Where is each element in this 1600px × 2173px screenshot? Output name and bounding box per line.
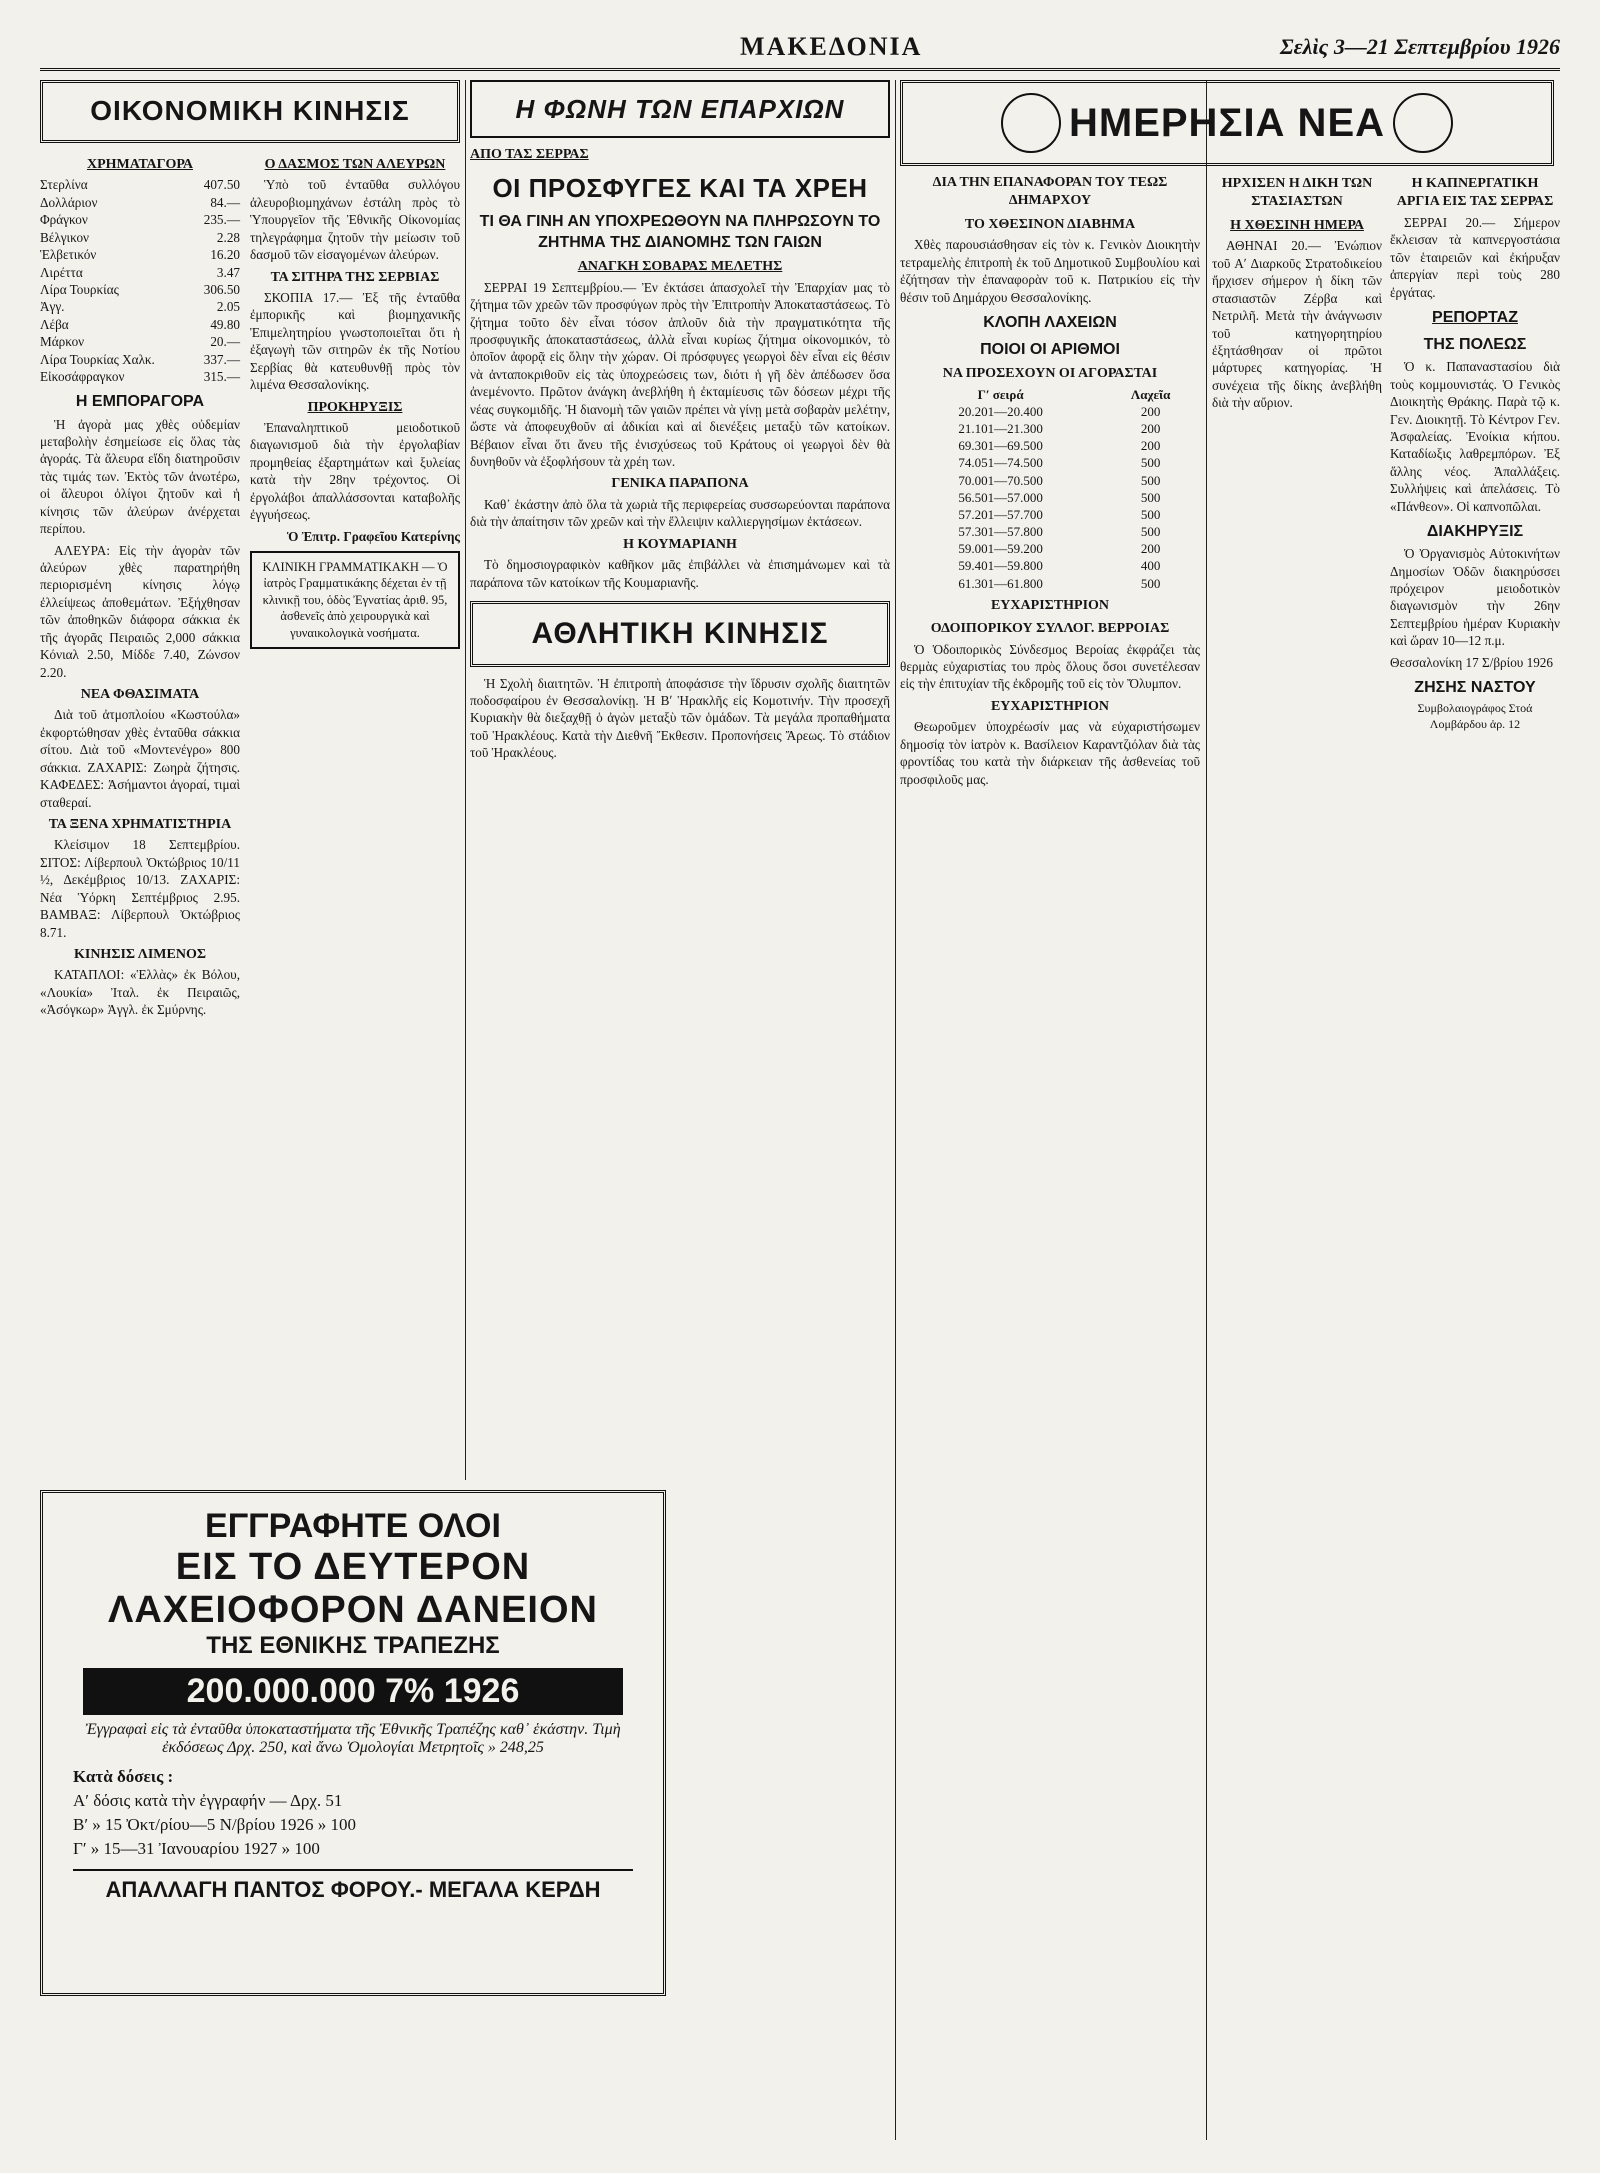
thanks-title: ΕΥΧΑΡΙΣΤΗΡΙΟΝ <box>990 597 1110 613</box>
clinic-ad: ΚΛΙΝΙΚΗ ΓΡΑΜΜΑΤΙΚΑΚΗ — Ὁ ἰατρὸς Γραμματικάκης δέχεται ἐν τῇ κλινικῇ του, ὁδὸς Ἐγνατίας ἀριθ. 95, ἀσθενεῖς ἀπὸ χειρουργικὰ καὶ γυναικολογικὰ νοσήματα. <box>250 551 460 650</box>
ad-title-3: ΤΗΣ ΕΘΝΙΚΗΣ ΤΡΑΠΕΖΗΣ <box>206 1632 500 1659</box>
ad-title-1: ΕΓΓΡΑΦΗΤΕ ΟΛΟΙ <box>205 1507 501 1545</box>
newspaper-name: ΜΑΚΕΔΟΝΙΑ <box>740 32 923 61</box>
installment-line: Αʹ δόσις κατὰ τὴν ἐγγραφήν — Δρχ. 51 <box>73 1791 343 1810</box>
currency-name: Λίρα Τουρκίας <box>40 281 119 297</box>
lottery-sub: ΠΟΙΟΙ ΟΙ ΑΡΙΘΜΟΙ <box>980 341 1120 359</box>
ports-text: ΚΑΤΑΠΛΟΙ: «Ἑλλὰς» ἐκ Βόλου, «Λουκία» Ἰταλ. ἐκ Πειραιῶς, «Ἀσόγκωρ» Ἀγγλ. ἐκ Σμύρνης. <box>40 967 240 1018</box>
prokirixis-text: Ἐπαναληπτικοῦ μειοδοτικοῦ διαγωνισμοῦ διὰ τὴν ἐργολαβίαν προμηθείας ἐξαρτημάτων καὶ ξυλείας κατὰ τὴν 28ην τρέχοντος. Οἱ ἐργολάβοι ἀπαλλάσσονται καταβολῆς ἐγγυήσεως. <box>250 420 460 523</box>
currency-rate: 337.— <box>203 351 240 367</box>
lottery-cell: 61.301—61.800 <box>958 575 1043 591</box>
emporio-text: Ἡ ἀγορὰ μας χθὲς οὐδεμίαν μεταβολὴν ἐσημείωσε εἰς ὅλας τὰς ἀγοράς. Τὰ ἄλευρα εἴδη διατηροῦσιν τὰς τιμάς των. Ἐκτὸς τῶν ἀνωτέρω, οἱ ἄλευροι ὀλίγοι ζητοῦν καὶ ἡ κίνησις τῶν ἀλεύρων ἀνέρχεται περίπου. <box>40 416 240 537</box>
prokirixis-title: ΠΡΟΚΗΡΥΞΙΣ <box>307 399 403 415</box>
lottery-cell: 500 <box>1140 575 1161 591</box>
trial-text: ΑΘΗΝΑΙ 20.— Ἐνώπιον τοῦ Αʹ Διαρκοῦς Στρατοδικείου ἤρχισεν σήμερον ἡ δίκη τῶν στασιαστῶν Ζέρβα καὶ Νετριλῆ. Μετὰ τὴν ἀνάγνωσιν τοῦ κατηγορητηρίου ἐξητάσθησαν οἱ πρῶτοι μάρτυρες κατηγορίας. Ἡ συνέχεια τῆς δίκης ἀνεβλήθη διὰ τὴν αὔριον. <box>1212 238 1382 411</box>
ad-title-2: ΕΙΣ ΤΟ ΔΕΥΤΕΡΟΝ ΛΑΧΕΙΟΦΟΡΟΝ ΔΑΝΕΙΟΝ <box>108 1546 598 1631</box>
currency-rate: 235.— <box>203 212 240 228</box>
ad-installments <box>73 1767 633 1859</box>
provinces-banner: Η ΦΩΝΗ ΤΩΝ ΕΠΑΡΧΙΩΝ <box>470 80 890 138</box>
genika-title: ΓΕΝΙΚΑ ΠΑΡΑΠΟΝΑ <box>611 476 749 492</box>
thanks2-text: Θεωροῦμεν ὑποχρέωσίν μας νὰ εὐχαριστήσωμεν δημοσίᾳ τὸν ἰατρὸν κ. Βασίλειον Καραντζιόλαν διὰ τὰς φροντίδας του κατὰ τὴν διάρκειαν τῆς ἀσθενείας τοῦ προσφιλοῦς μας. <box>900 719 1200 787</box>
lottery-cell: 70.001—70.500 <box>958 472 1043 488</box>
column-reports <box>1212 170 1560 2140</box>
diakir-date: Θεσσαλονίκη 17 Σ/βρίου 1926 <box>1390 654 1553 670</box>
ad-series-label: Κατὰ δόσεις : <box>73 1767 174 1786</box>
column-rule <box>895 80 896 2140</box>
exchange-row <box>40 229 240 246</box>
coin-emblem-icon <box>1393 93 1453 153</box>
ad-footer: ΑΠΑΛΛΑΓΗ ΠΑΝΤΟΣ ΦΟΡΟΥ.- ΜΕΓΑΛΑ ΚΕΡΔΗ <box>73 1869 633 1903</box>
currency-name: Εἰκοσάφραγκον <box>40 369 125 385</box>
reportaz-title: ΡΕΠΟΡΤΑΖ <box>1432 309 1518 327</box>
column-rule <box>465 80 466 1480</box>
exchange-row <box>40 176 240 193</box>
lottery-cell: 500 <box>1140 506 1161 522</box>
subhead: ΤΙ ΘΑ ΓΙΝΗ ΑΝ ΥΠΟΧΡΕΩΘΟΥΝ ΝΑ ΠΛΗΡΩΣΟΥΝ ΤΟ ΖΗΤΗΜΑ ΤΗΣ ΔΙΑΝΟΜΗΣ ΤΩΝ ΓΑΙΩΝ <box>479 213 881 252</box>
exchange-row <box>40 281 240 298</box>
currency-rate: 2.28 <box>216 229 240 245</box>
lottery-col-header: Γʹ σειρά <box>977 386 1024 402</box>
currency-name: Λέβα <box>40 316 69 332</box>
currency-rate: 84.— <box>210 194 240 210</box>
lottery-cell: 57.301—57.800 <box>958 524 1043 540</box>
poleos-title: ΤΗΣ ΠΟΛΕΩΣ <box>1423 336 1527 354</box>
exchange-row <box>40 211 240 228</box>
currency-name: Φράγκον <box>40 212 88 228</box>
lottery-row <box>900 489 1200 506</box>
diakir-role: Συμβολαιογράφος Στοά Λομβάρδου ἀρ. 12 <box>1417 701 1533 732</box>
thanks-sub: ΟΔΟΙΠΟΡΙΚΟΥ ΣΥΛΛΟΓ. ΒΕΡΡΟΙΑΣ <box>930 621 1170 637</box>
lottery-cell: 200 <box>1140 541 1161 557</box>
serres-head: Η ΚΑΠΝΕΡΓΑΤΙΚΗ ΑΡΓΙΑ ΕΙΣ ΤΑΣ ΣΕΡΡΑΣ <box>1396 176 1554 210</box>
trial-sub: Η ΧΘΕΣΙΝΗ ΗΜΕΡΑ <box>1230 217 1364 233</box>
lottery-cell: 57.201—57.700 <box>958 506 1043 522</box>
dasmos-title: Ο ΔΑΣΜΟΣ ΤΩΝ ΑΛΕΥΡΩΝ <box>264 156 446 172</box>
lottery-cell: 59.401—59.800 <box>958 558 1043 574</box>
sports-text: Ἡ Σχολὴ διαιτητῶν. Ἡ ἐπιτροπὴ ἀποφάσισε τὴν ἵδρυσιν σχολῆς διαιτητῶν ποδοσφαίρου ἐν Θεσσαλονίκῃ. Ἡ Βʹ Ἡρακλῆς εἰς Κομοτινήν. Τὴν προσεχῆ Κυριακὴν θὰ διεξαχθῇ ὁ ἀγὼν μεταξὺ τῶν ὁμάδων. Τὰ μεγάλα προπαθήματα τοῦ Ἡρακλέους. Κατὰ τὴν Διεθνῆ Ἔκθεσιν. Προπονήσεις Ἄρεως. Τὸ στάδιον τοῦ Ἡρακλέους. <box>470 675 890 761</box>
diakir-title: ΔΙΑΚΗΡΥΞΙΣ <box>1426 523 1524 541</box>
currency-name: Βέλγικον <box>40 229 90 245</box>
dasmos-text: Ὑπὸ τοῦ ἐνταῦθα συλλόγου ἀλευροβιομηχάνων ἐστάλη πρὸς τὸ Ὑπουργεῖον τῆς Ἐθνικῆς Οἰκονομίας τηλεγράφημα ζητοῦν τὴν μείωσιν τοῦ δασμοῦ τῶν εἰσαγομένων ἀλεύρων. <box>250 177 460 263</box>
currency-rate: 306.50 <box>203 281 240 297</box>
mayor-text: Χθὲς παρουσιάσθησαν εἰς τὸν κ. Γενικὸν Διοικητὴν τετραμελὴς ἐπιτροπὴ ἐκ τοῦ Δημοτικοῦ Συμβουλίου καὶ ἐζήτησαν τὴν ἐπαναφορὰν τοῦ κ. Πατρικίου εἰς τὴν θέσιν τοῦ Δημάρχου Θεσσαλονίκης. <box>900 237 1200 305</box>
lottery-row <box>900 472 1200 489</box>
diakir-text: Ὁ Ὀργανισμὸς Αὐτοκινήτων Δημοσίων Ὁδῶν διακηρύσσει πρόχειρον μειοδοτικὸν διαγωνισμὸν τὴν 26ην Σεπτεμβρίου ἡμέραν Κυριακὴν καὶ ὥραν 10—12 π.μ. <box>1390 546 1560 649</box>
economy-banner: ΟΙΚΟΝΟΜΙΚΗ ΚΙΝΗΣΙΣ <box>40 80 460 143</box>
lottery-row <box>900 523 1200 540</box>
installment-line: Γʹ » 15—31 Ἰανουαρίου 1927 » 100 <box>73 1839 320 1858</box>
report-text: Ὁ κ. Παπαναστασίου διὰ τοὺς κομμουνιστάς. Ὁ Γενικὸς Διοικητὴς Θράκης. Παρὰ τῷ κ. Γεν. Διοικητῇ. Τὸ Κέντρον Γεν. Ἀσφαλείας. Ἐνοίκια κήπου. Καταδίωξις λαθρεμπόρων. Ἐξ ἄλλης νέος. Ἀπαλλάξεις. Συλλήψεις καὶ ἀπελάσεις. Τὸ «Πάνθεον». Οἱ καπνοπῶλαι. <box>1390 359 1560 514</box>
currency-rate: 2.05 <box>216 299 240 315</box>
page-date: Σελὶς 3—21 Σεπτεμβρίου 1926 <box>1280 34 1560 59</box>
coin-emblem-icon <box>1001 93 1061 153</box>
lottery-row <box>900 575 1200 592</box>
article-body: ΣΕΡΡΑΙ 19 Σεπτεμβρίου.— Ἐν ἐκτάσει ἀπασχολεῖ τὴν Ἐπαρχίαν μας τὸ ζήτημα τῶν χρεῶν τῶν προσφύγων πρὸς τὴν Ἐπιτροπὴν Ἀποκαταστάσεως. Τὸ ζήτημα τοῦτο δὲν εἶναι τόσον ἁπλοῦν διὰ τὴν πραγματικότητα τῆς προσφυγικῆς ἀποκαταστάσεως, ἀλλὰ εἶναι κυρίως ζήτημα οἰκονομικόν, τὸ ὁποῖον ἀφορᾷ εἰς ὅλην τὴν χώραν. Οἱ πρόσφυγες γεωργοὶ δὲν εἶναι εἰς θέσιν νὰ ἀνταποκριθοῦν εἰς τὰς ὑποχρεώσεις των, διότι ἡ γῆ δὲν ἀπέδωσεν ὅσα ἀνεμένοντο. Πρῶτον ἀνάγκη ἀνεβλήθη ἡ ἐκταμίευσις τῶν δόσεων μέχρι τῆς νέας συγκομιδῆς. Ἡ διανομὴ τῶν γαιῶν πρέπει νὰ γίνῃ μετὰ σοβαρὰν μελέτην, ὥστε νὰ ἀποφευχθοῦν αἱ ἀδικίαι καὶ αἱ διενέξεις μεταξὺ τῶν κατοίκων. Βέβαιον εἶναι ὅτι ἄνευ τῆς ἐνισχύσεως τοῦ Κράτους οἱ γεωργοὶ δὲν θὰ δυνηθοῦν νὰ ἐξοφλήσουν τὰ χρέη των. <box>470 279 890 469</box>
currency-name: Δολλάριον <box>40 194 98 210</box>
lottery-cell: 59.001—59.200 <box>958 541 1043 557</box>
lottery-cell: 20.201—20.400 <box>958 403 1043 419</box>
currency-name: Ἀγγ. <box>40 299 65 315</box>
thanks2-title: ΕΥΧΑΡΙΣΤΗΡΙΟΝ <box>990 698 1110 714</box>
contracts-text: Κλείσιμον 18 Σεπτεμβρίου. ΣΙΤΟΣ: Λίβερπουλ Ὀκτώβριος 10/11 ½, Δεκέμβριος 10/13. ΖΑΧΑΡΙΣ: Νέα Ὑόρκη Σεπτέμβριος 2.95. ΒΑΜΒΑΞ: Λίβερπουλ Ὀκτώβριος 8.71. <box>40 837 240 940</box>
currency-name: Λίρα Τουρκίας Χαλκ. <box>40 351 155 367</box>
prokirixis-sign: Ὁ Ἐπιτρ. Γραφεῖου Κατερίνης <box>286 528 460 544</box>
lottery-cell: 200 <box>1140 421 1161 437</box>
ports-title: ΚΙΝΗΣΙΣ ΛΙΜΕΝΟΣ <box>73 946 206 962</box>
kicker: ΑΠΟ ΤΑΣ ΣΕΡΡΑΣ <box>470 147 589 163</box>
trial-head: ΗΡΧΙΣΕΝ Η ΔΙΚΗ ΤΩΝ ΣΤΑΣΙΑΣΤΩΝ <box>1221 176 1373 210</box>
headline: ΟΙ ΠΡΟΣΦΥΓΕΣ ΚΑΙ ΤΑ ΧΡΕΗ <box>492 172 868 203</box>
exchange-row <box>40 351 240 368</box>
koum-text: Τὸ δημοσιογραφικὸν καθῆκον μᾶς ἐπιβάλλει νὰ ἐπισημάνωμεν καὶ τὰ παράπονα τῶν κατοίκων τῆς Κουμαριανῆς. <box>470 557 890 590</box>
lottery-kicker: ΝΑ ΠΡΟΣΕΧΟΥΝ ΟΙ ΑΓΟΡΑΣΤΑΙ <box>942 366 1158 382</box>
lottery-cell: 500 <box>1140 472 1161 488</box>
lottery-row <box>900 506 1200 523</box>
lottery-head: ΚΛΟΠΗ ΛΑΧΕΙΩΝ <box>983 314 1117 332</box>
lottery-row <box>900 557 1200 574</box>
lottery-cell: 500 <box>1140 524 1161 540</box>
ad-subscription: Ἐγγραφαὶ εἰς τὰ ἐνταῦθα ὑποκαταστήματα τῆς Ἐθνικῆς Τραπέζης καθ᾽ ἑκάστην. Τιμὴ ἐκδόσεως Δρχ. 250, καὶ ἄνω Ὁμολογίαι Μετρητοῖς » 248,25 <box>85 1721 621 1756</box>
lottery-cell: 56.501—57.000 <box>958 489 1043 505</box>
lottery-row <box>900 540 1200 557</box>
loan-advertisement <box>40 1490 666 1996</box>
koum-title: Η ΚΟΥΜΑΡΙΑΝΗ <box>623 536 737 552</box>
currency-name: Λιρέττα <box>40 264 83 280</box>
serbia-text: ΣΚΟΠΙΑ 17.— Ἐξ τῆς ἐνταῦθα ἐμπορικῆς καὶ βιομηχανικῆς Ἐπιμελητηρίου γνωστοποιεῖται ὅτι ἡ ἐξαγωγὴ τῶν σιτηρῶν ἐκ τῆς Νοτίου Σερβίας θὰ κατευθυνθῇ πρὸς τὸν λιμένα Θεσσαλονίκης. <box>250 290 460 393</box>
currency-rate: 407.50 <box>203 177 240 193</box>
lottery-cell: 74.051—74.500 <box>958 455 1043 471</box>
mayor-sub: ΤΟ ΧΘΕΣΙΝΟΝ ΔΙΑΒΗΜΑ <box>964 216 1136 232</box>
lottery-cell: 200 <box>1140 403 1161 419</box>
installment-line: Βʹ » 15 Ὀκτ/ρίου—5 Ν/βρίου 1926 » 100 <box>73 1815 356 1834</box>
exchange-row <box>40 246 240 263</box>
lottery-cell: 69.301—69.500 <box>958 438 1043 454</box>
lottery-row <box>900 420 1200 437</box>
lottery-row <box>900 437 1200 454</box>
diakir-sign: ΖΗΣΗΣ ΝΑΣΤΟΥ <box>1414 679 1536 697</box>
sports-banner: ΑΘΛΗΤΙΚΗ ΚΙΝΗΣΙΣ <box>470 601 890 667</box>
genika-text: Καθ᾽ ἑκάστην ἀπὸ ὅλα τὰ χωριὰ τῆς περιφερείας συσσωρεύονται παράπονα διὰ τὴν ἀπαίτησιν τῶν χρεῶν καὶ τὴν ἔλλειψιν καλλιεργησίμων ἐκτάσεων. <box>470 496 890 530</box>
lottery-cell: 21.101—21.300 <box>958 421 1043 437</box>
lottery-row <box>900 454 1200 471</box>
exchange-row <box>40 368 240 385</box>
currency-name: Στερλίνα <box>40 177 88 193</box>
currency-rate: 20.— <box>210 334 240 350</box>
contracts-title: ΤΑ ΞΕΝΑ ΧΡΗΜΑΤΙΣΤΗΡΙΑ <box>48 816 232 832</box>
lottery-row <box>900 403 1200 420</box>
currency-rate: 16.20 <box>210 247 240 263</box>
currency-name: Μάρκον <box>40 334 85 350</box>
nea-text: Διὰ τοῦ ἀτμοπλοίου «Κωστούλα» ἐκφορτώθησαν χθὲς ἐνταῦθα σάκκια σίτου. Διὰ τοῦ «Μοντενέγρο» 800 σάκκια. ΖΑΧΑΡΙΣ: Ζωηρὰ ζήτησις. ΚΑΦΕΔΕΣ: Ἀσήμαντοι ἀγοραί, τιμαὶ σταθεραί. <box>40 707 240 810</box>
currency-name: Ἑλβετικόν <box>40 247 97 263</box>
lottery-cell: 200 <box>1140 438 1161 454</box>
masthead <box>40 28 1560 71</box>
exchange-row <box>40 298 240 315</box>
serbia-title: ΤΑ ΣΙΤΗΡΑ ΤΗΣ ΣΕΡΒΙΑΣ <box>270 269 440 285</box>
aleura-text: ΑΛΕΥΡΑ: Εἰς τὴν ἀγορὰν τῶν ἀλεύρων χθὲς παρατηρήθη περιορισμένη κίνησις λόγῳ ἐλλείψεως ἀποθεμάτων. Ἐξήχθησαν τῶν ἀποθηκῶν διάφορα σάκκια ἐκ τῆς ἀγορᾶς Πειραιῶς 2,000 σάκκια Κόνιαλ 2.50, Μίδδε 7.40, Ζώνσον 2.20. <box>40 542 240 680</box>
serres-text: ΣΕΡΡΑΙ 20.— Σήμερον ἔκλεισαν τὰ καπνεργοστάσια τῶν ἑταιρειῶν καὶ ἐκήρυξαν ἀπεργίαν περὶ τοὺς 280 ἐργάτας. <box>1390 214 1560 300</box>
lottery-col-header: Λαχεῖα <box>1130 386 1171 402</box>
lottery-cell: 500 <box>1140 455 1161 471</box>
currency-rate: 3.47 <box>216 264 240 280</box>
news-banner-title: ΗΜΕΡΗΣΙΑ ΝΕΑ <box>1068 100 1386 145</box>
exchange-rates <box>40 176 240 385</box>
thanks-text: Ὁ Ὁδοιπορικὸς Σύνδεσμος Βεροίας ἐκφράζει τὰς θερμὰς εὐχαριστίας του πρὸς ὅλους ὅσοι συνετέλεσαν εἰς τὴν ἐπιτυχίαν τῆς ἐκδρομῆς τοῦ εἰς τὸν Ὄλυμπον. <box>900 641 1200 692</box>
lottery-cell: 400 <box>1140 558 1161 574</box>
ad-amount: 200.000.000 7% 1926 <box>83 1668 623 1715</box>
nea-title: ΝΕΑ ΦΘΑΣΙΜΑΤΑ <box>80 686 200 702</box>
currency-rate: 315.— <box>203 369 240 385</box>
news-banner <box>900 80 1554 166</box>
lottery-table <box>900 386 1200 592</box>
column-rule <box>1206 80 1207 2140</box>
exchange-row <box>40 333 240 350</box>
lottery-cell: 500 <box>1140 489 1161 505</box>
exchange-row <box>40 264 240 281</box>
currency-rate: 49.80 <box>210 316 240 332</box>
exchange-title: ΧΡΗΜΑΤΑΓΟΡΑ <box>86 156 193 172</box>
subhead-2: ΑΝΑΓΚΗ ΣΟΒΑΡΑΣ ΜΕΛΕΤΗΣ <box>577 259 783 275</box>
mayor-head: ΔΙΑ ΤΗΝ ΕΠΑΝΑΦΟΡΑΝ ΤΟΥ ΤΕΩΣ ΔΗΜΑΡΧΟΥ <box>932 175 1168 209</box>
exchange-row <box>40 194 240 211</box>
emporio-title: Η ΕΜΠΟΡΑΓΟΡΑ <box>75 393 205 411</box>
exchange-row <box>40 316 240 333</box>
